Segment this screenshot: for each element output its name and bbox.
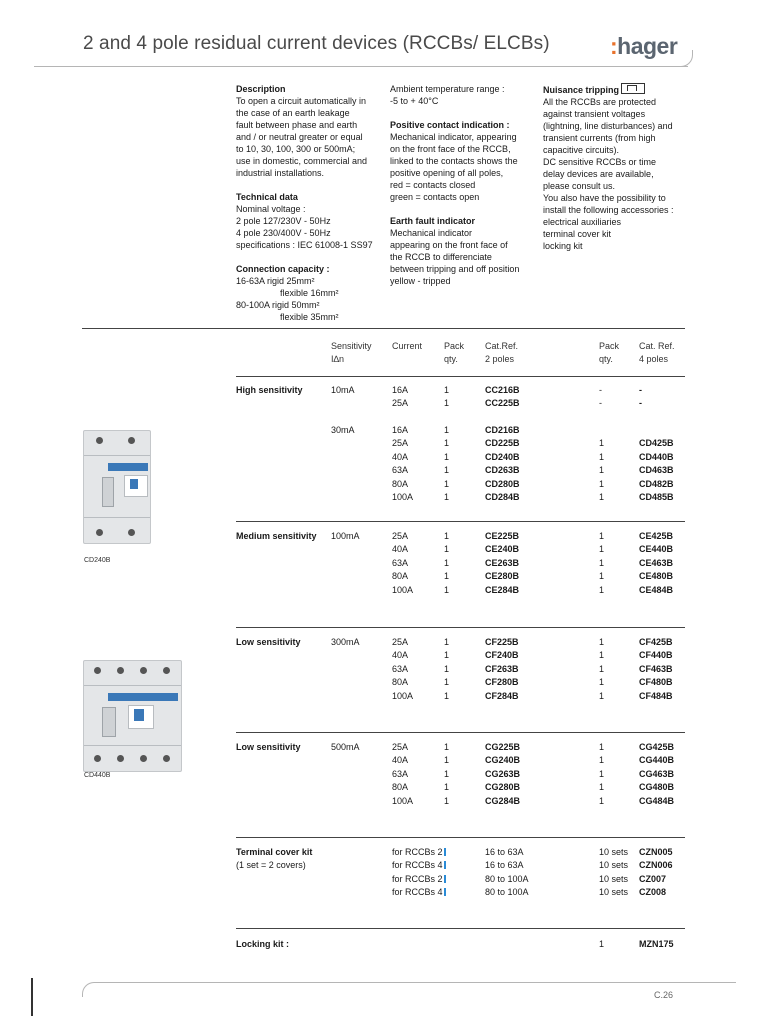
catref-4-pole-cell: CG480B [639, 782, 675, 793]
pack-qty-4-cell: 1 [599, 755, 605, 766]
cover-ref-cell: CZN006 [639, 860, 673, 871]
body-line: install the following accessories : [543, 205, 674, 215]
pack-qty-cell: 1 [444, 755, 450, 766]
pack-qty-cell: 1 [444, 742, 450, 752]
pack-qty-4-cell: 1 [599, 677, 605, 688]
pack-qty-4-cell: 1 [599, 663, 605, 674]
catref-2-pole-cell: CF240B [485, 650, 519, 661]
terminal-cover-sublabel: (1 set = 2 covers) [236, 860, 306, 870]
body-line: Ambient temperature range : [390, 84, 505, 94]
body-line: specifications : IEC 61008-1 SS97 [236, 240, 373, 250]
current-cell: 25A [392, 531, 409, 541]
body-line: use in domestic, commercial and [236, 156, 368, 166]
header-sensitivity: Sensitivity I∆n [331, 341, 372, 365]
pack-qty-cell: 1 [444, 782, 450, 793]
catref-4-pole-cell: CG484B [639, 795, 675, 806]
pack-qty-4-cell: 1 [599, 438, 605, 449]
body-line: linked to the contacts shows the [390, 156, 518, 166]
catref-4-pole-cell: CE480B [639, 571, 674, 582]
section-heading: Connection capacity : [236, 264, 330, 274]
body-line: transient currents (from high [543, 133, 656, 143]
pack-qty-cell: 1 [444, 465, 450, 476]
group-label: Medium sensitivity [236, 531, 317, 541]
catref-4-pole-cell: CD440B [639, 451, 674, 462]
pack-qty-4-cell: - [599, 398, 602, 409]
pole-marker-icon [444, 848, 446, 856]
pack-qty-cell: 1 [444, 425, 450, 435]
catref-2-pole-cell: CF263B [485, 663, 519, 674]
catref-4-pole-cell: CG425B [639, 742, 675, 752]
pack-qty-4-cell: - [599, 385, 602, 395]
body-line: DC sensitive RCCBs or time [543, 157, 657, 167]
catref-2-pole-cell: CD225B [485, 438, 520, 449]
body-line: All the RCCBs are protected [543, 97, 657, 107]
body-line: to 10, 30, 100, 300 or 500mA; [236, 144, 356, 154]
nuisance-tripping-column [543, 83, 693, 252]
pack-qty-4-cell: 1 [599, 795, 605, 806]
sensitivity-value: 10mA [331, 385, 355, 395]
catref-4-pole-cell: CG440B [639, 755, 675, 766]
current-cell: 25A [392, 742, 409, 752]
indication-column [390, 83, 540, 287]
pack-qty-cell: 1 [444, 768, 450, 779]
cover-pack-cell: 10 sets [599, 847, 629, 857]
group-label: Low sensitivity [236, 637, 301, 647]
cover-for-cell: for RCCBs 2 [392, 846, 446, 859]
hager-logo: :hager [610, 33, 678, 59]
pack-qty-cell: 1 [444, 557, 450, 568]
body-line: fault between phase and earth [236, 120, 358, 130]
catref-2-pole-cell: CG240B [485, 755, 521, 766]
header-pack-qty-4: Pack qty. [599, 341, 620, 365]
catref-4-pole-cell: CE484B [639, 584, 674, 595]
current-cell: 80A [392, 677, 409, 688]
image-caption: CD440B [84, 772, 111, 779]
pack-qty-cell: 1 [444, 795, 450, 806]
section-heading: Description [236, 84, 286, 94]
pack-qty-cell: 1 [444, 637, 450, 647]
pack-qty-cell: 1 [444, 663, 450, 674]
table-header-rule [236, 376, 685, 377]
group-rule [236, 732, 685, 733]
body-line: 2 pole 127/230V - 50Hz [236, 216, 331, 226]
body-line: You also have the possibility to [543, 193, 666, 203]
image-caption: CD240B [84, 557, 111, 564]
catref-2-pole-cell: CD263B [485, 465, 520, 476]
pack-qty-4-cell: 1 [599, 690, 605, 701]
transient-wave-icon [621, 83, 645, 94]
terminal-cover-label: Terminal cover kit [236, 847, 313, 857]
header-catref-2-poles: Cat.Ref. 2 poles [485, 341, 519, 365]
pack-qty-4-cell: 1 [599, 451, 605, 462]
catref-4-pole-cell: CE463B [639, 557, 674, 568]
pack-qty-4-cell: 1 [599, 768, 605, 779]
catref-2-pole-cell: CE225B [485, 531, 520, 541]
group-label: High sensitivity [236, 385, 303, 395]
header-catref-4-poles: Cat. Ref. 4 poles [639, 341, 675, 365]
group-label: Low sensitivity [236, 742, 301, 752]
locking-kit-pack: 1 [599, 939, 605, 949]
group-rule [236, 627, 685, 628]
body-line: electrical auxiliaries [543, 217, 622, 227]
page-edge-mark [31, 978, 33, 1016]
sensitivity-value: 300mA [331, 637, 360, 647]
cover-pack-cell: 10 sets [599, 887, 629, 898]
sensitivity-value: 500mA [331, 742, 360, 752]
body-line: Mechanical indicator, appearing [390, 132, 517, 142]
spacer [390, 203, 540, 215]
pack-qty-cell: 1 [444, 677, 450, 688]
pack-qty-cell: 1 [444, 438, 450, 449]
cover-for-cell: for RCCBs 2 [392, 873, 446, 886]
current-cell: 40A [392, 544, 409, 555]
catref-2-pole-cell: CC216B [485, 385, 520, 395]
catref-2-pole-cell: CG225B [485, 742, 521, 752]
body-line: 4 pole 230/400V - 50Hz [236, 228, 331, 238]
catref-2-pole-cell: CG284B [485, 795, 521, 806]
spacer [236, 179, 386, 191]
pack-qty-4-cell: 1 [599, 531, 605, 541]
pack-qty-cell: 1 [444, 544, 450, 555]
body-line: the case of an earth leakage [236, 108, 350, 118]
catref-4-pole-cell: CE425B [639, 531, 674, 541]
catref-2-pole-cell: CF280B [485, 677, 519, 688]
body-line: -5 to + 40°C [390, 96, 439, 106]
group-rule [236, 521, 685, 522]
current-cell: 100A [392, 492, 414, 502]
cover-for-cell: for RCCBs 4 [392, 859, 446, 872]
pack-qty-4-cell: 1 [599, 478, 605, 489]
pack-qty-cell: 1 [444, 584, 450, 595]
current-cell: 16A [392, 385, 409, 395]
cover-range-cell: 80 to 100A [485, 887, 529, 898]
body-line: terminal cover kit [543, 229, 612, 239]
pack-qty-4-cell: 1 [599, 584, 605, 595]
current-cell: 40A [392, 755, 409, 766]
body-line: yellow - tripped [390, 276, 451, 286]
catref-4-pole-cell: CF440B [639, 650, 673, 661]
pack-qty-4-cell: 1 [599, 492, 605, 502]
cover-range-cell: 16 to 63A [485, 860, 524, 871]
current-cell: 80A [392, 478, 409, 489]
spacer [390, 107, 540, 119]
current-cell: 63A [392, 663, 409, 674]
catref-4-pole-cell: CD482B [639, 478, 674, 489]
pole-marker-icon [444, 861, 446, 869]
catref-4-pole-cell: CD463B [639, 465, 674, 476]
cover-range-cell: 80 to 100A [485, 873, 529, 884]
sensitivity-value: 30mA [331, 425, 355, 435]
cover-for-cell: for RCCBs 4 [392, 886, 446, 899]
header-current: Current [392, 341, 423, 351]
sensitivity-value: 100mA [331, 531, 360, 541]
catref-2-pole-cell: CD216B [485, 425, 520, 435]
pack-qty-cell: 1 [444, 385, 450, 395]
body-line: between tripping and off position [390, 264, 520, 274]
body-line: 80-100A rigid 50mm² [236, 300, 320, 310]
group-rule [236, 837, 685, 838]
body-line: locking kit [543, 241, 583, 251]
description-column [236, 83, 386, 323]
body-line: positive opening of all poles, [390, 168, 504, 178]
current-cell: 100A [392, 690, 414, 701]
cover-range-cell: 16 to 63A [485, 847, 524, 857]
pack-qty-4-cell: 1 [599, 544, 605, 555]
pack-qty-cell: 1 [444, 571, 450, 582]
catref-4-pole-cell: CF425B [639, 637, 673, 647]
catref-4-pole-cell: - [639, 385, 642, 395]
body-line: delay devices are available, [543, 169, 654, 179]
section-heading: Technical data [236, 192, 298, 202]
body-line: Mechanical indicator [390, 228, 473, 238]
header-divider-curve [680, 50, 693, 67]
pole-marker-icon [444, 875, 446, 883]
body-line: industrial installations. [236, 168, 325, 178]
body-line: against transient voltages [543, 109, 646, 119]
catref-4-pole-cell: CD425B [639, 438, 674, 449]
body-line: appearing on the front face of [390, 240, 508, 250]
current-cell: 63A [392, 465, 409, 476]
catref-4-pole-cell: CF484B [639, 690, 673, 701]
section-heading: Earth fault indicator [390, 216, 476, 226]
pole-marker-icon [444, 888, 446, 896]
current-cell: 25A [392, 438, 409, 449]
catref-2-pole-cell: CD284B [485, 492, 520, 502]
pack-qty-cell: 1 [444, 478, 450, 489]
table-top-rule [82, 328, 685, 329]
catref-2-pole-cell: CE240B [485, 544, 520, 555]
body-line: green = contacts open [390, 192, 480, 202]
pack-qty-4-cell: 1 [599, 465, 605, 476]
page-title: 2 and 4 pole residual current devices (RCCBs/ ELCBs) [83, 33, 550, 54]
body-line: on the front face of the RCCB, [390, 144, 511, 154]
catref-2-pole-cell: CG280B [485, 782, 521, 793]
locking-kit-ref: MZN175 [639, 939, 674, 949]
footer-divider [94, 982, 736, 983]
current-cell: 63A [392, 557, 409, 568]
catref-2-pole-cell: CD240B [485, 451, 520, 462]
current-cell: 25A [392, 637, 409, 647]
catref-2-pole-cell: CF225B [485, 637, 519, 647]
catref-4-pole-cell: CG463B [639, 768, 675, 779]
catref-2-pole-cell: CE280B [485, 571, 520, 582]
section-heading: Positive contact indication : [390, 120, 510, 130]
page-number: C.26 [654, 990, 674, 1000]
current-cell: 63A [392, 768, 409, 779]
catref-4-pole-cell: CF480B [639, 677, 673, 688]
catref-2-pole-cell: CE284B [485, 584, 520, 595]
body-line: please consult us. [543, 181, 616, 191]
pack-qty-4-cell: 1 [599, 650, 605, 661]
current-cell: 16A [392, 425, 409, 435]
catref-2-pole-cell: CC225B [485, 398, 520, 409]
footer-divider-curve [82, 982, 95, 997]
rccb-2-pole-image [83, 430, 151, 544]
current-cell: 40A [392, 451, 409, 462]
cover-pack-cell: 10 sets [599, 860, 629, 871]
pack-qty-cell: 1 [444, 451, 450, 462]
pack-qty-4-cell: 1 [599, 571, 605, 582]
body-line: flexible 16mm² [280, 288, 339, 298]
body-line: (lightning, line disturbances) and [543, 121, 673, 131]
locking-kit-label: Locking kit : [236, 939, 290, 949]
pack-qty-cell: 1 [444, 690, 450, 701]
pack-qty-4-cell: 1 [599, 742, 605, 752]
pack-qty-4-cell: 1 [599, 782, 605, 793]
pack-qty-4-cell: 1 [599, 637, 605, 647]
pack-qty-4-cell: 1 [599, 557, 605, 568]
catref-2-pole-cell: CE263B [485, 557, 520, 568]
catref-4-pole-cell: CF463B [639, 663, 673, 674]
header-pack-qty: Pack qty. [444, 341, 465, 365]
body-line: To open a circuit automatically in [236, 96, 367, 106]
body-line: red = contacts closed [390, 180, 476, 190]
cover-ref-cell: CZ008 [639, 887, 667, 898]
pack-qty-cell: 1 [444, 398, 450, 409]
group-rule [236, 928, 685, 929]
catref-2-pole-cell: CD280B [485, 478, 520, 489]
catref-4-pole-cell: - [639, 398, 642, 409]
catref-2-pole-cell: CG263B [485, 768, 521, 779]
body-line: 16-63A rigid 25mm² [236, 276, 315, 286]
cover-pack-cell: 10 sets [599, 873, 629, 884]
body-line: the RCCB to differenciate [390, 252, 492, 262]
catref-2-pole-cell: CF284B [485, 690, 519, 701]
spacer [236, 251, 386, 263]
current-cell: 25A [392, 398, 409, 409]
catref-4-pole-cell: CE440B [639, 544, 674, 555]
cover-ref-cell: CZ007 [639, 873, 667, 884]
pack-qty-cell: 1 [444, 650, 450, 661]
pack-qty-cell: 1 [444, 531, 450, 541]
current-cell: 80A [392, 571, 409, 582]
cover-ref-cell: CZN005 [639, 847, 673, 857]
current-cell: 40A [392, 650, 409, 661]
header-divider [34, 66, 688, 67]
body-line: capacitive circuits). [543, 145, 620, 155]
catref-4-pole-cell: CD485B [639, 492, 674, 502]
current-cell: 100A [392, 584, 414, 595]
current-cell: 100A [392, 795, 414, 806]
body-line: and / or neutral greater or equal [236, 132, 363, 142]
body-line: Nominal voltage : [236, 204, 306, 214]
current-cell: 80A [392, 782, 409, 793]
body-line: flexible 35mm² [280, 312, 339, 322]
rccb-4-pole-image [83, 660, 182, 772]
pack-qty-cell: 1 [444, 492, 450, 502]
nuisance-tripping-heading: Nuisance tripping [543, 85, 620, 95]
